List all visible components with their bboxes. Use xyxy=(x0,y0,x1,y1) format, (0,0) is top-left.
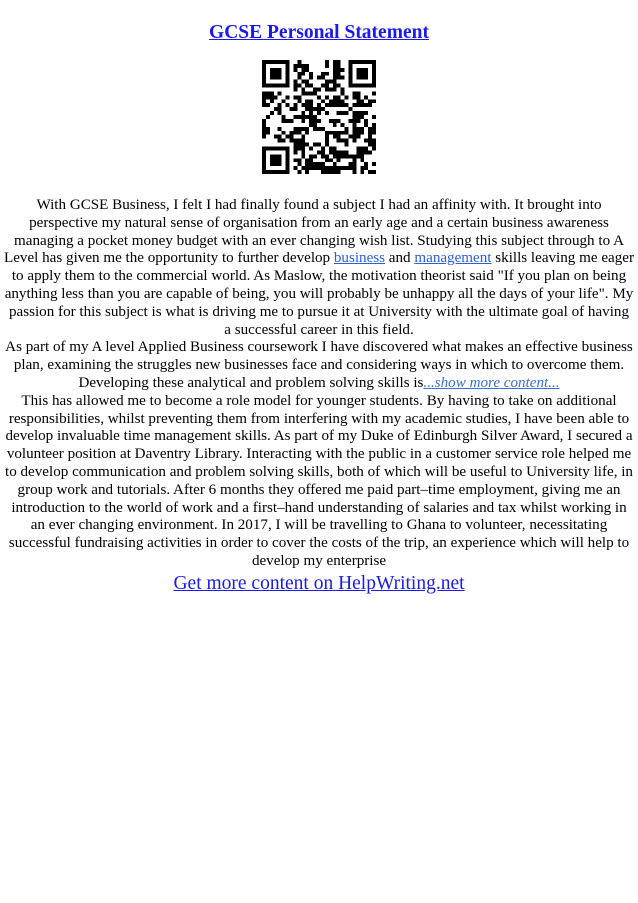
paragraph-1-text-a: With GCSE Business, I felt I had finally found a subject I had an affinity with. It brought into perspective my natural sense of organisation from an early age and a certain business awareness managing a pocket money budget with an ever changing wish list. Studying this subject through to A Level has given me the opportunity to further develop xyxy=(4,197,624,267)
paragraph-2-text: As part of my A level Applied Business coursework I have discovered what makes an effective business plan, examining the struggles new businesses face and considering ways in which to overcome them. Developing these analytical and problem solving skills is xyxy=(5,339,633,391)
show-more-link[interactable]: ...show more content... xyxy=(423,374,560,391)
paragraph-3 xyxy=(4,393,634,571)
paragraph-1-text-b: and xyxy=(385,250,415,267)
business-link[interactable]: business xyxy=(333,250,386,267)
qr-code-icon xyxy=(262,60,376,174)
footer-link[interactable]: Get more content on HelpWriting.net xyxy=(173,573,465,594)
paragraph-1-text-c: skills leaving me eager to apply them to the commercial world. As Maslow, the motivation theorist said "If you plan on being anything less than you are capable of being, you will probably be unhappy all the days of your life". My passion for this subject is what is driving me to pursue it at University with the ultimate goal of having a successful career in this field. xyxy=(4,250,635,338)
paragraph-3-text: This has allowed me to become a role model for younger students. By having to take on additional responsibilities, whilst preventing them from interfering with my academic studies, I have been able to develop invaluable time management skills. As part of my Duke of Edinburgh Silver Award, I secured a volunteer position at Daventry Library. Interacting with the public in a customer service role helped me to develop communication and problem solving skills, both of which will be useful to University life, in group work and tutorials. After 6 months they offered me paid part–time employment, giving me an introduction to the world of work and a first–hand understanding of salaries and tax whilst working in an ever changing environment. In 2017, I will be travelling to Ghana to volunteer, necessitating successful fundraising activities in order to cover the costs of the trip, an experience which will help to develop my enterprise xyxy=(5,392,633,569)
paragraph-2 xyxy=(4,339,634,392)
title-link[interactable]: GCSE Personal Statement xyxy=(209,22,429,43)
article-body xyxy=(4,197,634,571)
management-link[interactable]: management xyxy=(414,250,492,267)
page-title[interactable] xyxy=(0,22,638,44)
paragraph-1 xyxy=(4,197,634,339)
